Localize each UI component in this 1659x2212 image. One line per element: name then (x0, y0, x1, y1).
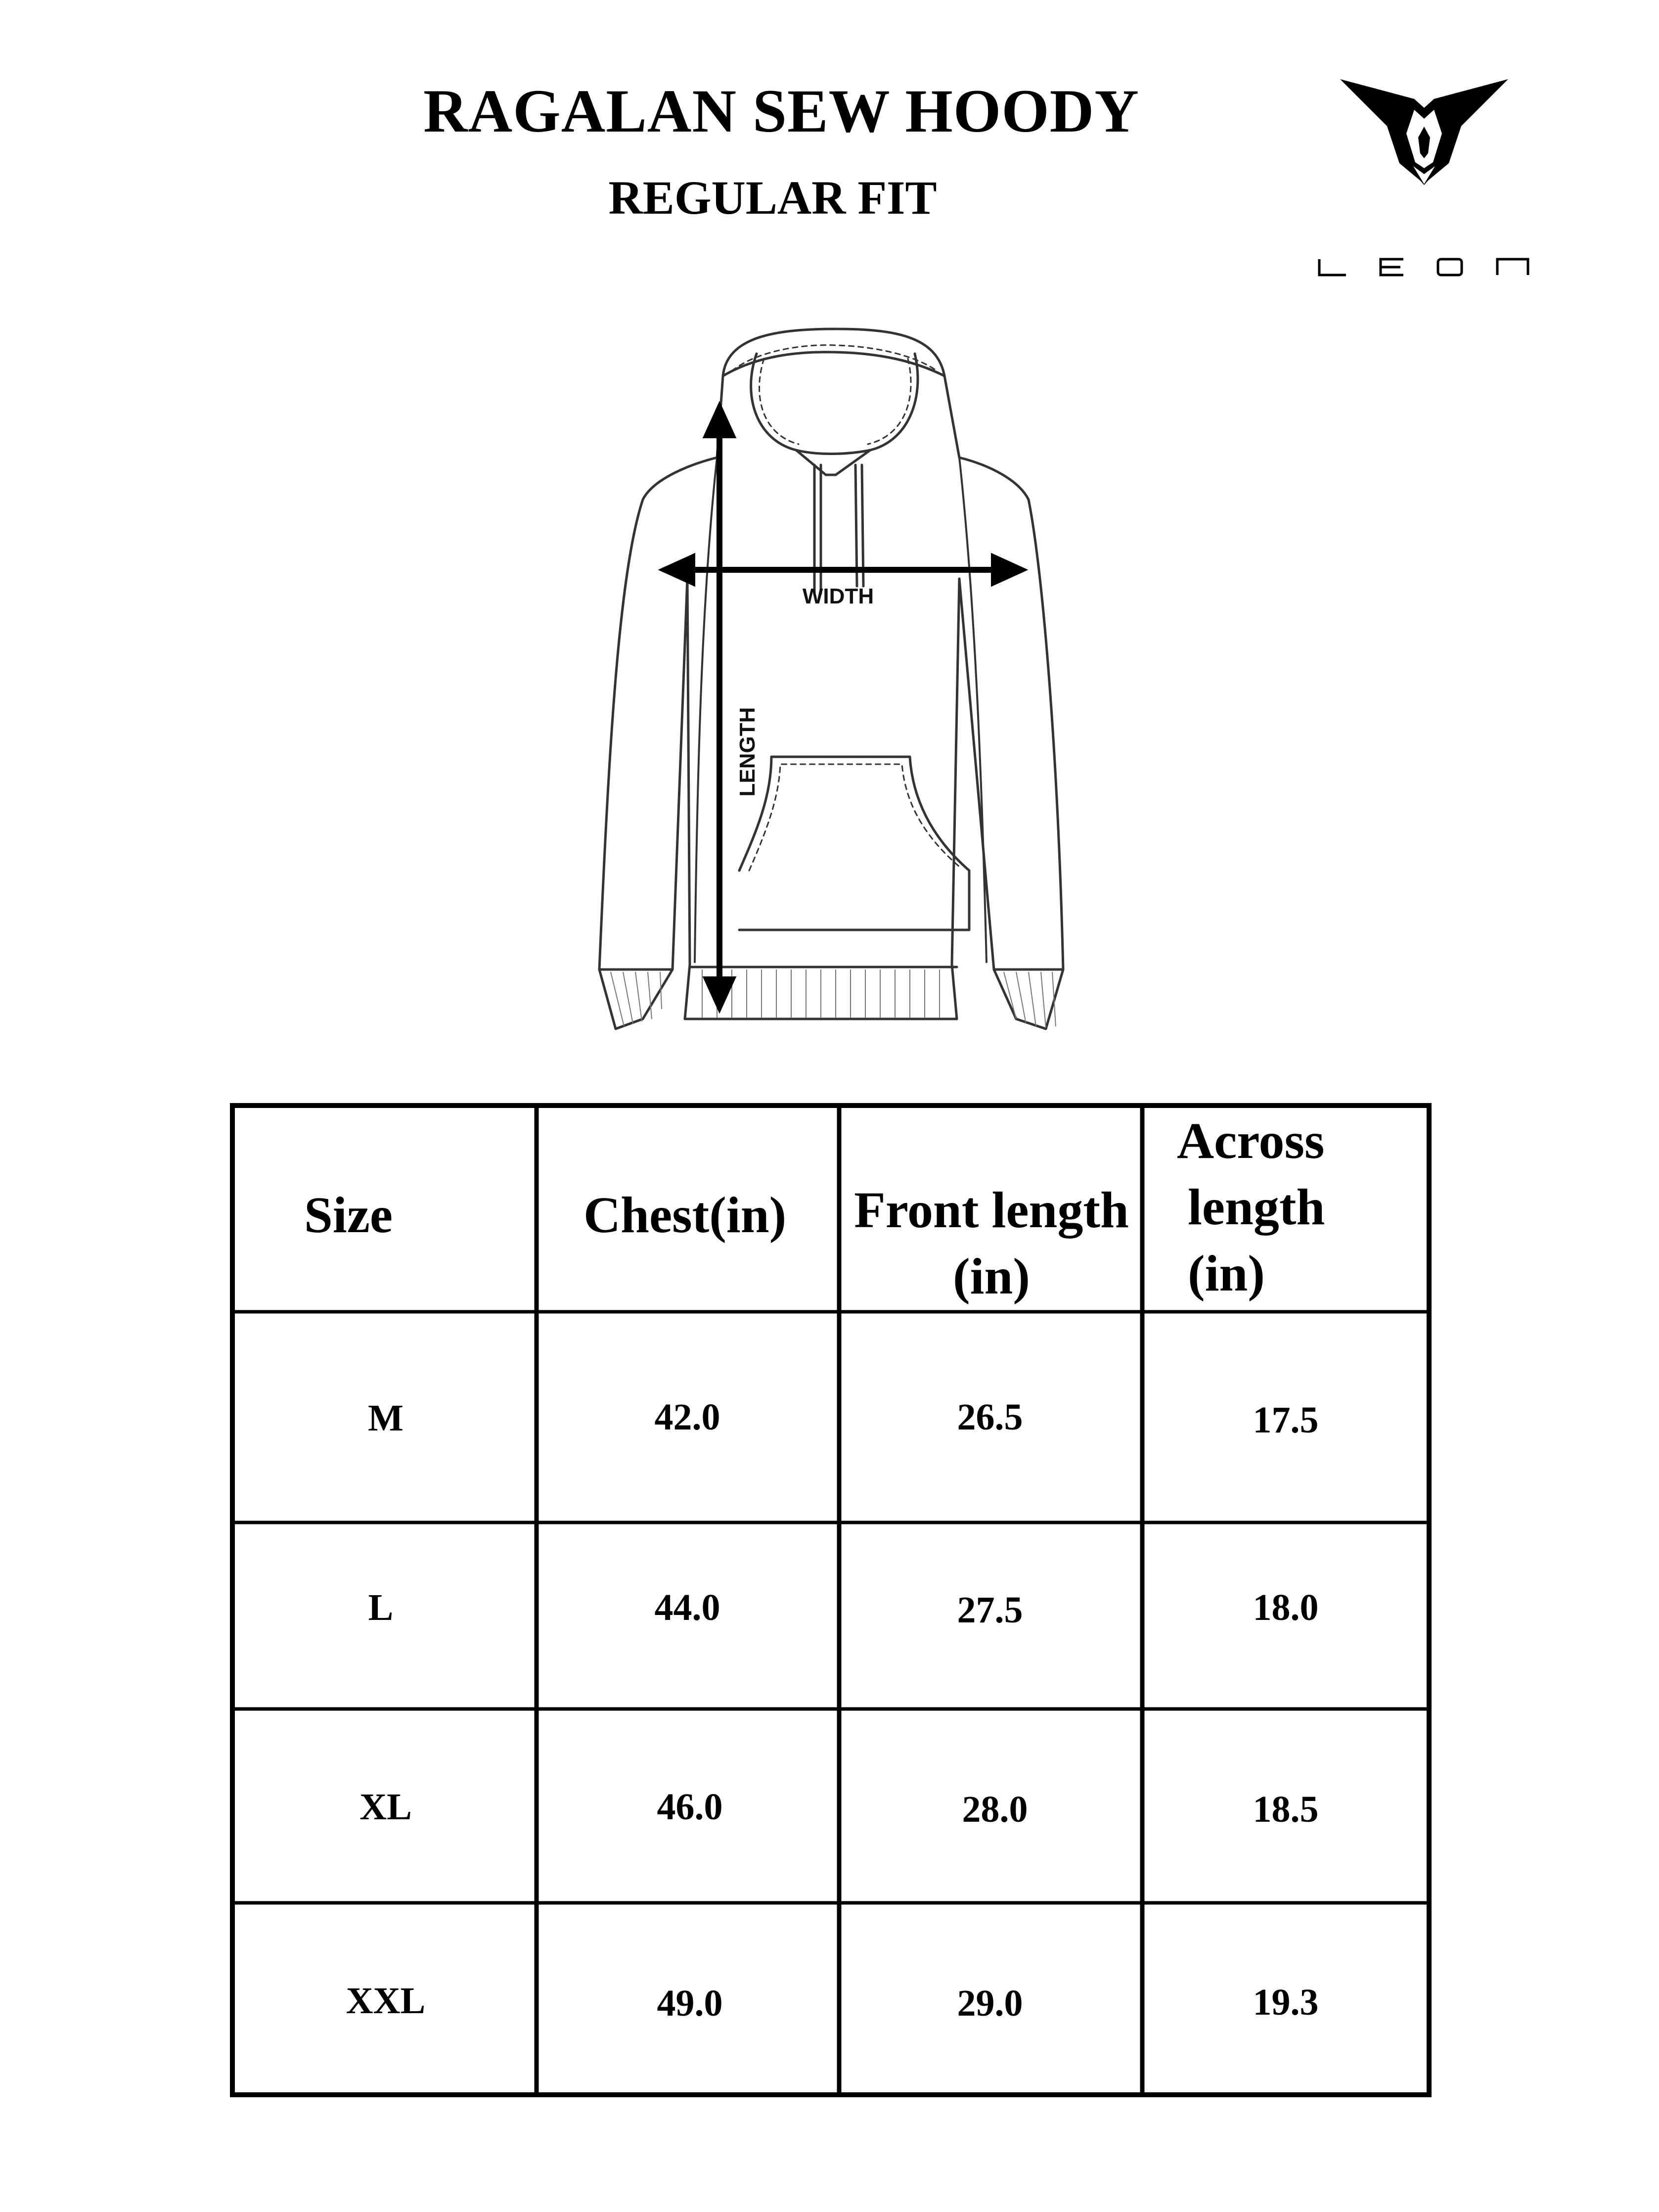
brand-logo (1315, 74, 1533, 223)
header-size: Size (304, 1187, 393, 1244)
table-cell-size: XXL (346, 1980, 426, 2022)
table-cell-across-length: 18.0 (1253, 1587, 1319, 1628)
width-label: WIDTH (802, 584, 874, 608)
hood-outline (717, 329, 959, 458)
table-cell-front-length: 28.0 (962, 1789, 1028, 1830)
header-across-length-line3: (in) (1188, 1245, 1265, 1302)
hoodie-outline (599, 458, 1063, 1029)
table-cell-size: M (368, 1397, 404, 1439)
table-cell-size: L (368, 1587, 394, 1628)
header-front-length (843, 1177, 1140, 1310)
table-cell-chest: 46.0 (657, 1786, 723, 1828)
page-title: RAGALAN SEW HOODY (423, 77, 1139, 145)
brand-wordmark (1315, 256, 1533, 281)
table-cell-across-length: 18.5 (1253, 1789, 1319, 1830)
table-cell-front-length: 27.5 (957, 1589, 1023, 1631)
table-cell-chest: 49.0 (657, 1982, 723, 2024)
kangaroo-pocket (739, 757, 969, 930)
header-front-length-line1: Front length (854, 1182, 1129, 1239)
table-cell-size: XL (359, 1786, 412, 1828)
header-across-length (1177, 1108, 1325, 1307)
page-subtitle: REGULAR FIT (608, 171, 937, 224)
table-cell-across-length: 19.3 (1253, 1982, 1319, 2023)
table-cell-across-length: 17.5 (1253, 1399, 1319, 1441)
header-chest: Chest(in) (583, 1187, 787, 1244)
length-label: LENGTH (735, 707, 760, 797)
table-cell-front-length: 26.5 (957, 1396, 1023, 1438)
lion-head-logo-icon (1340, 79, 1508, 188)
hoodie-measurement-diagram (569, 317, 1113, 1034)
table-cell-chest: 44.0 (654, 1587, 720, 1628)
header-across-length-line2: length (1188, 1179, 1325, 1236)
table-cell-chest: 42.0 (654, 1396, 720, 1438)
header-across-length-line1: Across (1177, 1112, 1325, 1169)
size-chart-table (230, 1103, 1432, 2097)
header-front-length-line2: (in) (953, 1248, 1030, 1305)
table-cell-front-length: 29.0 (957, 1982, 1023, 2024)
